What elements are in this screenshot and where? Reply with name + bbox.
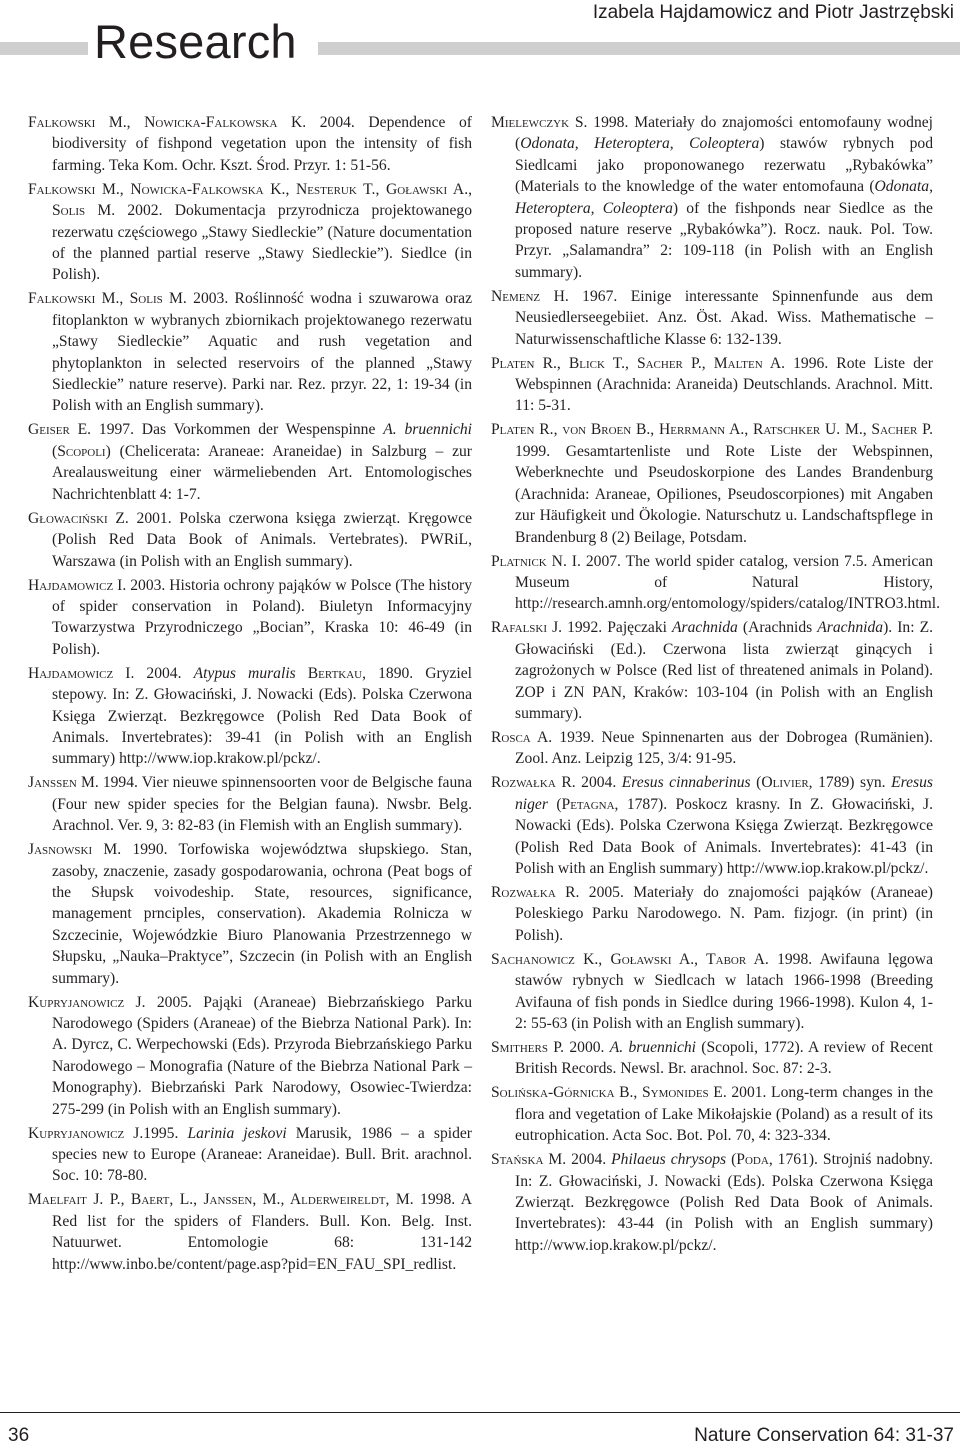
reference-entry — [491, 727, 933, 770]
reference-entry — [28, 1189, 472, 1275]
reference-text: ( — [547, 795, 562, 813]
reference-authors: Jasnowski M. — [28, 841, 122, 859]
reference-authors: Platen R., von Broen B., Herrmann A., Ratschker U. M., Sacher P. — [491, 421, 933, 439]
reference-text: (Scopoli, 1772). A review of Recent British Records. Newsl. Br. arachnol. Soc. 87: 2-3. — [515, 1039, 933, 1078]
reference-authors: Geiser E. — [28, 421, 92, 439]
reference-text: , 1787). Poskocz krasny. In Z. Głowaciński, J. Nowacki (Eds). Polska Czerwona Księga Zwierząt. Bezkręgowce (Polish Red Data Book of Animals. Invertebrates): 41-43 (in Polish with an English summary) http://www.iop.krakow.pl/pckz/. — [515, 795, 934, 877]
reference-entry — [28, 288, 472, 416]
reference-text: 1996. Rote Liste der Webspinnen (Arachnida: Araneida) Deutschlands. Arachnol. Mitt. 11: 5-31. — [515, 354, 933, 415]
reference-entry — [491, 1037, 933, 1080]
reference-text: 1997. Das Vorkommen der Wespenspinne — [91, 421, 384, 439]
reference-text: 2004. Dependence of biodiversity of fishpond vegetation upon the intensity of fish farming. Teka Kom. Ochr. Kszt. Środ. Przyr. 1: 51-56. — [52, 114, 472, 174]
references-left-column — [28, 112, 472, 1278]
reference-authors: Falkowski M., Nowicka-Falkowska K. — [28, 114, 307, 131]
journal-citation: Nature Conservation 64: 31-37 — [694, 1425, 954, 1446]
reference-text: ) (Chelicerata: Araneae: Araneidae) in Salzburg – zur Arealausweitung einer wärmeliebenden Art. Entomologisches Nachrichtenblatt 4: 1-7. — [52, 442, 472, 503]
reference-entry — [28, 992, 472, 1120]
reference-authors: Mielewczyk S. — [491, 114, 588, 131]
reference-text: , 1890. Gryziel stepowy. In: Z. Głowaciński, J. Nowacki (Eds). Polska Czerwona Księga Zwierząt. Bezkręgowce (Polish Red Data Book of Animals. Invertebrates): 39-41 (in Polish with an English summary) http://www.iop.krakow.pl/pckz/. — [52, 664, 472, 768]
reference-authors: Rosca A. — [491, 728, 553, 746]
species-author: Scopoli — [57, 442, 106, 460]
species-name: A. bruennichi — [383, 421, 473, 439]
reference-entry — [491, 286, 933, 350]
reference-entry — [28, 179, 472, 286]
reference-entry — [491, 772, 933, 879]
references-right-column — [491, 112, 940, 1259]
species-author: Poda — [736, 1151, 769, 1169]
reference-text: 1995. — [143, 1124, 188, 1142]
reference-authors: Hajdamowicz I. — [28, 664, 135, 682]
reference-authors: Maelfait J. P., Baert, L., Janssen, M., Alderweireldt, M. — [28, 1191, 414, 1209]
reference-authors: Hajdamowicz I. — [28, 576, 127, 594]
reference-authors: Rozwałka R. — [491, 883, 580, 901]
reference-authors: Falkowski M., Solis M. — [28, 290, 187, 308]
reference-entry — [28, 419, 472, 505]
reference-text: , 1789) syn. — [808, 774, 892, 792]
reference-entry — [491, 551, 940, 615]
reference-entry — [491, 112, 933, 283]
reference-text: ) of the fishponds near Siedlce as the proposed nature reserve „Rybakówka”). Rocz. nauk. Pol. Tow. Przyr. „Salamandra” 2: 109-118 (in Polish with an English summary). — [515, 199, 933, 281]
reference-authors: Smithers P. — [491, 1039, 565, 1056]
reference-text: 1992. Pajęczaki — [562, 619, 673, 637]
species-name: A. bruennichi — [609, 1039, 697, 1056]
reference-text: 2000. — [564, 1039, 610, 1056]
reference-text: 2001. Polska czerwona księga zwierząt. Kręgowce (Polish Red Data Book of Animals. Vertebrates). PWRiL, Warszawa (in Polish with an English summary). — [52, 509, 472, 570]
reference-entry — [491, 1082, 933, 1146]
species-author: Bertkau — [307, 664, 363, 682]
reference-entry — [28, 663, 472, 770]
reference-entry — [491, 617, 933, 724]
reference-text: ) stawów rybnych pod Siedlcami jako proponowanego rezerwatu „Rybakówka” (Materials to the knowledge of the water entomofauna ( — [515, 135, 933, 196]
reference-entry — [28, 1123, 472, 1187]
reference-text: 2005. Pająki (Araneae) Biebrzańskiego Parku Narodowego (Spiders (Araneae) of the Biebrza National Park). In: A. Dyrcz, C. Werpechowski (Eds). Przyroda Biebrzańskiego Parku Narodowego – Monografia (Nature of the Biebrza National Park – Monography). Biebrzański Park Narodowy, Osowiec-Twierdza: 275-299 (in Polish with an English summary). — [52, 993, 472, 1118]
species-name: Eresus cinnaberinus — [621, 774, 751, 792]
reference-text: Marusik, 1986 – a spider species new to Europe (Araneae: Araneidae). Bull. Brit. arachnol. Soc. 10: 78-80. — [52, 1124, 473, 1185]
footer-rule — [0, 1412, 960, 1413]
reference-text: ( — [750, 774, 762, 792]
reference-authors: Platnick N. I. — [491, 552, 581, 570]
page-number: 36 — [8, 1425, 30, 1446]
reference-text: 2003. Historia ochrony pająków w Polsce (The history of spider conservation in Poland). Biuletyn Informacyjny Towarzystwa Przyrodniczego „Bocian”, Kraska 10: 46-49 (in Polish). — [52, 576, 472, 658]
reference-authors: Solińska-Górnicka B., Symonides E. — [491, 1084, 727, 1102]
reference-text: 1994. Vier nieuwe spinnensoorten voor de Belgische fauna (Four new spider species for the Belgian fauna). Nwsbr. Belg. Arachnol. Ver. 9, 3: 82-83 (in Flemish with an English summary). — [52, 774, 472, 835]
reference-entry — [491, 419, 933, 547]
reference-text: 1998. A Red list for the spiders of Flanders. Bull. Kon. Belg. Inst. Natuurwet. Entomologie 68: 131-142 http://www.inbo.be/content/page.asp?pid=EN_FAU_SPI_redlist. — [52, 1191, 472, 1273]
taxon-name: Odonata, Heteroptera, Coleoptera — [520, 135, 760, 153]
reference-text: , 1761). Strojniś nadobny. In: Z. Głowaciński, J. Nowacki (Eds). Polska Czerwona Księga Zwierząt. Bezkręgowce (Polish Red Data Book of Animals. Invertebrates): 43-44 (in Polish with an English summary) http://www.iop.krakow.pl/pckz/. — [515, 1151, 933, 1254]
reference-text: 2001. Long-term changes in the flora and vegetation of Lake Mikołajskie (Poland) as a result of its eutrophication. Acta Soc. Bot. Pol. 70, 4: 323-334. — [515, 1084, 934, 1145]
reference-text: 1939. Neue Spinnenarten aus der Dobrogea (Rumänien). Zool. Anz. Leipzig 125, 3/4: 91-95. — [515, 728, 933, 768]
reference-authors: Falkowski M., Nowicka-Falkowska K., Nesteruk T., Goławski A., Solis M. — [28, 180, 472, 220]
reference-text: 2002. Dokumentacja przyrodnicza projektowanego rezerwatu częściowego „Stawy Siedleckie” (Nature documentation of the planned partial reserve „Stawy Siedleckie”). Siedlce (in Polish). — [52, 202, 472, 284]
reference-authors: Rafalski J. — [491, 619, 563, 637]
reference-text: 1990. Torfowiska województwa słupskiego. Stan, zasoby, znaczenie, zasady gospodarowania, ochrona (Peat bogs of the Słupsk voivodeship. State, resources, significance, management prnciples, conservation). Akademia Rolnicza w Szczecinie, Wojewódzkie Biuro Planowania Przestrzennego w Słupsku, „Nauka–Praktyce”, Szczecin (in Polish with an English summary). — [52, 841, 472, 987]
taxon-name: Odonata, Heteroptera, Coleoptera — [515, 178, 933, 217]
species-name: Atypus muralis — [193, 664, 296, 682]
species-name: Philaeus chrysops — [611, 1151, 727, 1169]
reference-entry — [491, 353, 933, 417]
reference-entry — [28, 575, 472, 661]
reference-entry — [28, 772, 472, 836]
header-bar-left — [0, 42, 88, 55]
reference-authors: Rozwałka R. — [491, 774, 576, 792]
reference-text: 1998. Materiały do znajomości entomofauny wodnej ( — [515, 114, 934, 153]
reference-text: ). In: Z. Głowaciński (Ed.). Czerwona lista zwierząt ginących i zagrożonych w Polsce (Red list of threatened animals in Poland). ZOP i ZN PAN, Kraków: 103-104 (in Polish with an English summary). — [515, 619, 934, 722]
section-title: Research — [94, 15, 297, 68]
reference-entry — [28, 112, 472, 176]
reference-text: 2003. Roślinność wodna i szuwarowa oraz fitoplankton w wybranych zbiornikach projektowanego rezerwatu „Stawy Siedleckie” Aquatic and rush vegetation and phytoplankton in selected reservoirs of the planned „Stawy Siedleckie” nature reserve). Parki nar. Rez. przyr. 22, 1: 19-34 (in Polish with an English summary). — [52, 290, 472, 415]
reference-text: 2004. — [575, 774, 622, 792]
reference-entry — [491, 882, 933, 946]
reference-text — [296, 665, 308, 682]
reference-authors: Stańska M. — [491, 1151, 567, 1169]
reference-text: ( — [726, 1151, 737, 1169]
reference-authors: Janssen M. — [28, 774, 99, 792]
header-bar-right — [318, 42, 960, 55]
taxon-name: Arachnida — [672, 619, 738, 637]
reference-authors: Głowaciński Z. — [28, 509, 129, 527]
reference-entry — [28, 508, 472, 572]
reference-authors: Kupryjanowicz J. — [28, 1124, 144, 1142]
species-author: Petagna — [561, 795, 615, 813]
taxon-name: Arachnida — [817, 619, 884, 637]
reference-text: 2005. Materiały do znajomości pająków (Araneae) Poleskiego Parku Narodowego. N. Pam. fizjogr. (in print) (in Polish). — [515, 883, 933, 944]
reference-text: ( — [52, 442, 58, 460]
species-name: Larinia jeskovi — [187, 1124, 287, 1142]
running-head-authors: Izabela Hajdamowicz and Piotr Jastrzębski — [592, 2, 954, 23]
reference-entry — [491, 1149, 933, 1256]
species-author: Olivier — [761, 774, 809, 792]
reference-authors: Platen R., Blick T., Sacher P., Malten A. — [491, 354, 786, 372]
reference-text: 2004. — [134, 664, 194, 682]
reference-text: 1999. Gesamtartenliste und Rote Liste der Webspinnen, Weberknechte und Pseudoskorpione des Landes Brandenburg (Arachnida: Araneae, Opiliones, Pseudoscorpiones) mit Angaben zur Häufigkeit und Ökologie. Naturschutz u. Landschaftspflege in Brandenburg 8 (2) Beilage, Potsdam. — [515, 442, 933, 546]
reference-text: 2007. The world spider catalog, version 7.5. American Museum of Natural History, http://research.amnh.org/entomology/spiders/catalog/INTRO3.html. — [515, 552, 940, 613]
reference-authors: Kupryjanowicz J. — [28, 993, 146, 1011]
reference-entry — [28, 839, 472, 989]
reference-text: 2004. — [566, 1151, 612, 1169]
reference-text: 1967. Einige interessante Spinnenfunde aus dem Neusiedlerseegebiiet. Anz. Öst. Akad. Wiss. Mathematische – Naturwissenschaftliche Klasse 6: 132-139. — [515, 287, 934, 348]
reference-entry — [491, 949, 933, 1035]
reference-text: (Arachnids — [737, 619, 818, 637]
species-name: Eresus niger — [515, 774, 933, 813]
reference-authors: Sachanowicz K., Goławski A., Tabor A. — [491, 950, 769, 968]
reference-authors: Nemenz H. — [491, 287, 569, 305]
reference-text: 1998. Awifauna lęgowa stawów rybnych w Siedlcach w latach 1966-1998 (Breeding Avifauna of fish ponds in Siedlce during 1966-1998). Kulon 4, 1-2: 55-63 (in Polish with an English summary). — [515, 950, 933, 1032]
